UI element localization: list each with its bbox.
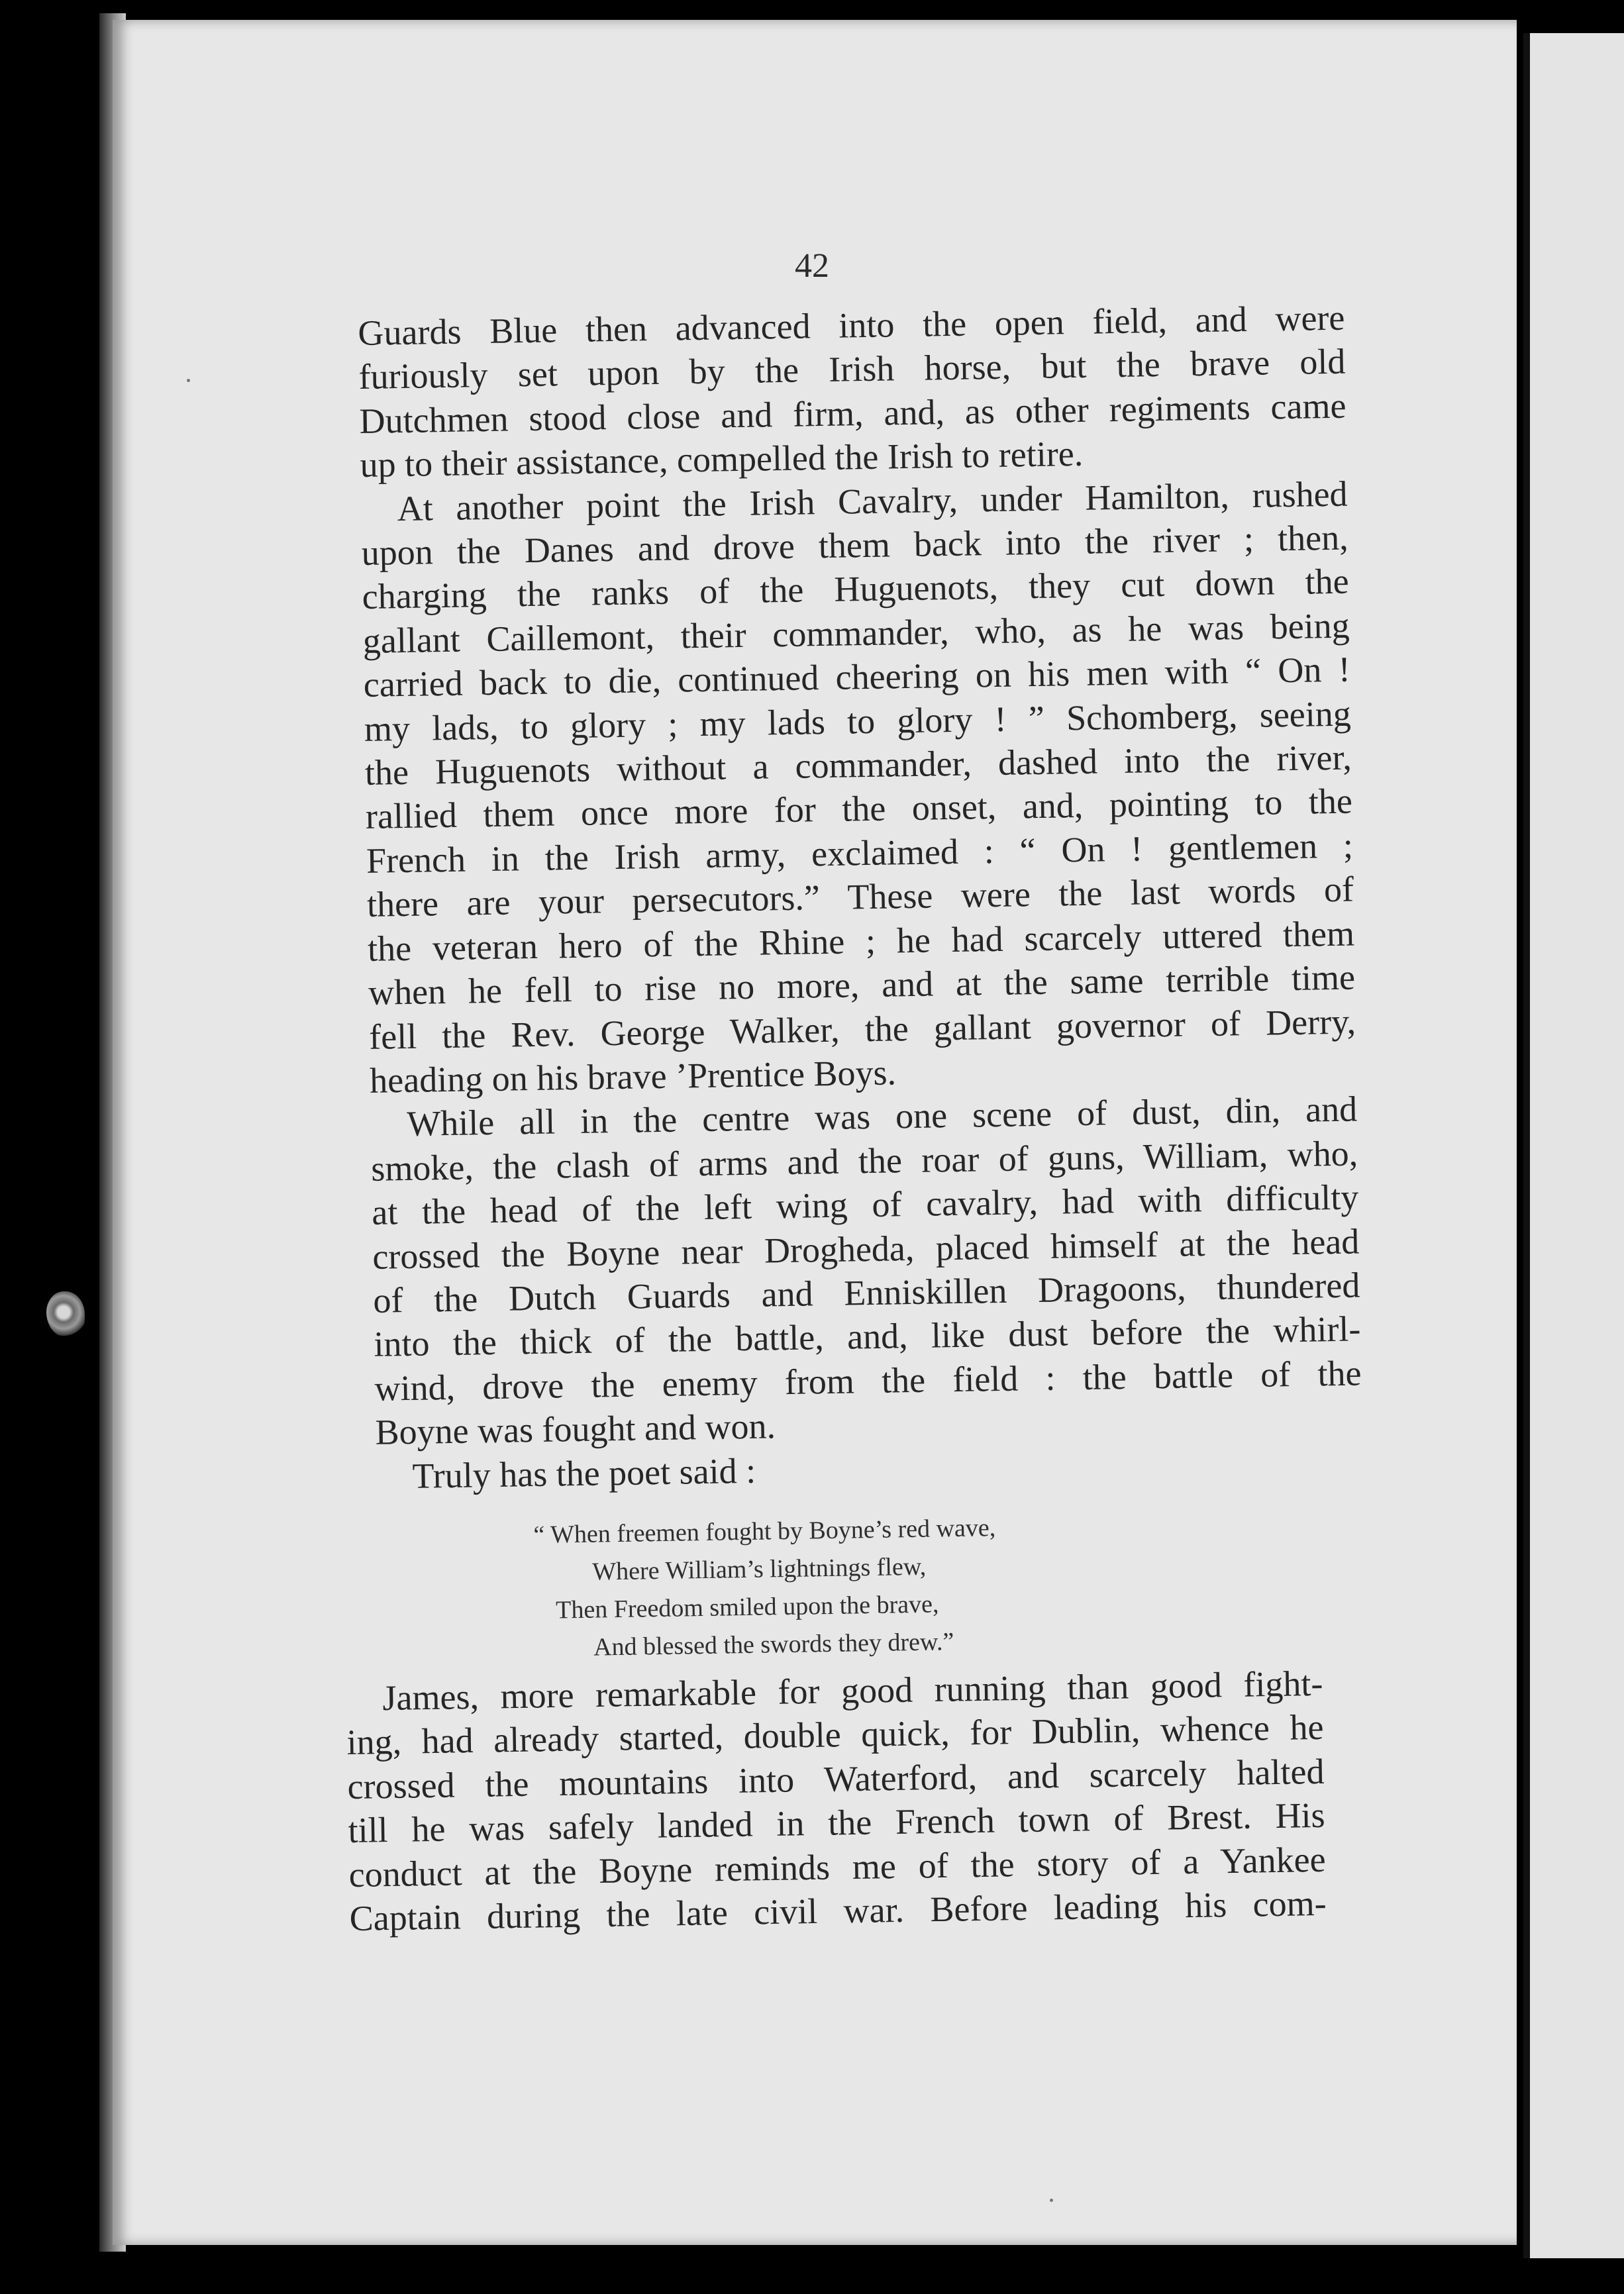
- text-line: heading on his brave ’Prentice Boys.: [369, 1052, 897, 1101]
- poem-line: And blessed the swords they drew.”: [593, 1628, 954, 1662]
- text-line: Boyne was fought and won.: [375, 1406, 776, 1452]
- text-line: up to their assistance, compelled the Irish to retire.: [360, 434, 1084, 485]
- text-line: the Huguenots without a commander, dashed into the river,: [364, 737, 1352, 793]
- text-line: Captain during the late civil war. Before leading his com-: [349, 1883, 1327, 1938]
- text-line: till he was safely landed in the French town of Brest. His: [348, 1795, 1325, 1851]
- text-line: wind, drove the enemy from the field : the battle of the: [374, 1353, 1362, 1409]
- text-line: While all in the centre was one scene of dust, din, and: [406, 1089, 1358, 1144]
- poem-line: Then Freedom smiled upon the brave,: [555, 1590, 939, 1624]
- text-line: crossed the mountains into Waterford, and scarcely halted: [347, 1751, 1325, 1807]
- ink-blot-mark: [46, 1291, 85, 1338]
- text-line: my lads, to glory ; my lads to glory ! ” Schomberg, seeing: [364, 693, 1352, 749]
- poem-line: Where William’s lightnings flew,: [591, 1552, 927, 1586]
- text-line: gallant Caillemont, their commander, who, as he was being: [362, 605, 1350, 661]
- text-line: French in the Irish army, exclaimed : “ On ! gentlemen ;: [366, 825, 1354, 881]
- text-line: Dutchmen stood close and firm, and, as other regiments came: [359, 385, 1346, 441]
- text-line: at the head of the left wing of cavalry, had with difficulty: [371, 1177, 1359, 1232]
- text-line: into the thick of the battle, and, like dust before the whirl-: [374, 1309, 1361, 1365]
- paper-speck: [187, 379, 190, 382]
- body-text-top: [358, 296, 1363, 1499]
- text-line: At another point the Irish Cavalry, under Hamilton, rushed: [397, 474, 1348, 528]
- page-number: 42: [795, 247, 829, 285]
- text-line: Guards Blue then advanced into the open field, and were: [358, 297, 1345, 353]
- poem-line: “ When freemen fought by Boyne’s red wave,: [533, 1514, 996, 1549]
- facing-page-edge: [1523, 33, 1624, 2258]
- paper-speck: [1050, 2199, 1053, 2202]
- text-line: furiously set upon by the Irish horse, but the brave old: [358, 341, 1346, 397]
- body-text-bottom: [346, 1662, 1327, 1941]
- text-line: James, more remarkable for good running than good fight-: [382, 1663, 1323, 1719]
- text-line: ing, had already started, double quick, for Dublin, whence he: [346, 1707, 1324, 1763]
- text-line: rallied them once more for the onset, and, pointing to the: [365, 781, 1353, 837]
- text-line: fell the Rev. George Walker, the gallant governor of Derry,: [368, 1001, 1356, 1057]
- text-line: crossed the Boyne near Drogheda, placed himself at the head: [372, 1221, 1360, 1277]
- poem-quotation: [533, 1507, 1131, 1668]
- text-line: upon the Danes and drove them back into the river ; then,: [361, 517, 1349, 573]
- text-line: Truly has the poet said :: [412, 1450, 756, 1496]
- text-line: carried back to die, continued cheering on his men with “ On !: [363, 649, 1351, 705]
- text-line: conduct at the Boyne reminds me of the story of a Yankee: [348, 1839, 1326, 1895]
- text-line: when he fell to rise no more, and at the same terrible time: [368, 957, 1356, 1013]
- text-line: the veteran hero of the Rhine ; he had scarcely uttered them: [367, 913, 1355, 969]
- text-line: smoke, the clash of arms and the roar of guns, William, who,: [370, 1133, 1358, 1189]
- text-line: charging the ranks of the Huguenots, they cut down the: [362, 561, 1350, 617]
- text-line: there are your persecutors.” These were the last words of: [366, 869, 1354, 925]
- text-line: of the Dutch Guards and Enniskillen Dragoons, thundered: [372, 1265, 1360, 1321]
